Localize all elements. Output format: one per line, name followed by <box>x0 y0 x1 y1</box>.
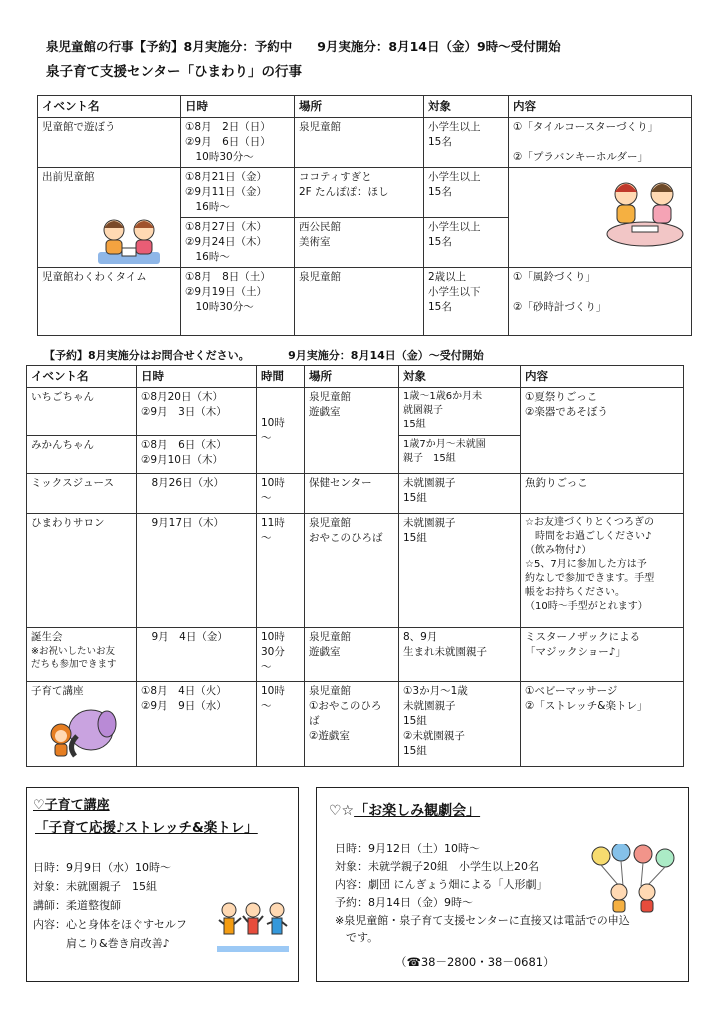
event-date: ①8月20日（木） ②9月 3日（木） <box>137 388 257 436</box>
event-name: 子育て講座 <box>31 685 84 697</box>
event-place: 西公民館 美術室 <box>295 218 424 268</box>
event-date: 9月 4日（金） <box>137 628 257 682</box>
event-target: 小学生以上 15名 <box>424 168 509 218</box>
event-target: 1歳7か月～未就園 親子 15組 <box>399 436 521 474</box>
kids-playing-illustration <box>94 212 164 268</box>
col-target: 対象 <box>399 366 521 388</box>
box-line: 日時：9月9日（水）10時～ <box>33 861 171 874</box>
event-target: 2歳以上 小学生以下 15名 <box>424 268 509 336</box>
event-name-note: ※お祝いしたいお友 だちも参加できます <box>31 646 117 670</box>
event-name: 児童館わくわくタイム <box>38 268 181 336</box>
event-time: 10時 ～ <box>257 682 305 767</box>
header-line-2: 泉子育て支援センター「ひまわり」の行事 <box>46 64 302 80</box>
box-line: 対象：未就園親子 15組 <box>33 880 157 893</box>
col-place: 場所 <box>305 366 399 388</box>
box-line: 内容：劇団 にんぎょう畑による「人形劇」 <box>335 878 548 891</box>
event-date: 8月26日（水） <box>137 474 257 514</box>
event-content: ①「風鈴づくり」 ②「砂時計づくり」 <box>509 268 692 336</box>
col-date: 日時 <box>181 96 295 118</box>
table-row <box>27 388 684 436</box>
table-jidoukan-events <box>37 95 692 336</box>
event-place: 泉児童館 ①おやこのひろ ば ②遊戯室 <box>305 682 399 767</box>
box-line: ※泉児童館・泉子育て支援センターに直接又は電話での申込 <box>335 914 630 927</box>
event-content: 魚釣りごっこ <box>521 474 684 514</box>
event-name: みかんちゃん <box>27 436 137 474</box>
event-target: 小学生以上 15名 <box>424 118 509 168</box>
event-target: 小学生以上 15名 <box>424 218 509 268</box>
box-title: ♡子育て講座 <box>33 798 110 813</box>
event-date: ①8月21日（金） ②9月11日（金） 16時～ <box>181 168 295 218</box>
elephant-monkey-illustration <box>47 700 117 762</box>
table-row <box>27 514 684 628</box>
event-date: ①8月27日（木） ②9月24日（木） 16時～ <box>181 218 295 268</box>
event-date: ①8月 4日（火） ②9月 9日（水） <box>137 682 257 767</box>
box-line: 内容：心と身体をほぐすセルフ <box>33 918 187 931</box>
stretching-people-illustration <box>215 898 291 954</box>
event-place: 泉児童館 遊戯室 <box>305 628 399 682</box>
event-content: ミスターノザックによる 「マジックショー♪」 <box>521 628 684 682</box>
table-row <box>27 682 684 767</box>
balloons-kids-illustration <box>589 844 677 914</box>
col-content: 内容 <box>509 96 692 118</box>
event-name: 児童館で遊ぼう <box>38 118 181 168</box>
subheader: 【予約】8月実施分はお問合せください。 9月実施分：8月14日（金）～受付開始 <box>44 349 484 362</box>
table-row <box>27 474 684 514</box>
event-target: 未就園親子 15組 <box>399 514 521 628</box>
phone-number: （☎38－2800・38－0681） <box>395 955 555 969</box>
event-content: ①夏祭りごっこ ②楽器であそぼう <box>521 388 684 474</box>
box-line: 肩こり&巻き肩改善♪ <box>33 937 170 950</box>
event-target: 1歳～1歳6か月未 就園親子 15組 <box>399 388 521 436</box>
event-place: 泉児童館 遊戯室 <box>305 388 399 474</box>
event-date: ①8月 6日（木） ②9月10日（木） <box>137 436 257 474</box>
header-line-1: 泉児童館の行事【予約】8月実施分：予約中 9月実施分：8月14日（金）9時～受付開始 <box>46 39 561 54</box>
box-title-prefix: ♡☆ <box>329 803 355 819</box>
theater-event-box <box>316 787 689 982</box>
event-target: ①3か月～1歳 未就園親子 15組 ②未就園親子 15組 <box>399 682 521 767</box>
parenting-lecture-box <box>26 787 299 982</box>
kids-crafting-illustration <box>604 172 686 252</box>
event-place: 泉児童館 <box>295 268 424 336</box>
table-row <box>38 168 692 218</box>
table-himawari-events <box>26 365 684 767</box>
box-title: 「お楽しみ観劇会」 <box>354 803 481 819</box>
col-event: イベント名 <box>38 96 181 118</box>
event-time: 10時 30分 ～ <box>257 628 305 682</box>
event-time: 10時 ～ <box>257 474 305 514</box>
event-time: 11時 ～ <box>257 514 305 628</box>
event-name: ミックスジュース <box>27 474 137 514</box>
event-date: ①8月 2日（日） ②9月 6日（日） 10時30分～ <box>181 118 295 168</box>
box-line: 日時：9月12日（土）10時～ <box>335 842 480 855</box>
box-line: です。 <box>335 931 379 944</box>
box-subtitle: 「子育て応援♪ストレッチ&楽トレ」 <box>35 820 258 836</box>
event-place: 泉児童館 <box>295 118 424 168</box>
event-content: ☆お友達づくりとくつろぎの 時間をお過ごしください♪ （飲み物付♪） ☆5、7月に参加した方は予 約なしで参加できます。手型 帳をお持ちください。 （10時～手型がとれます） <box>521 514 684 628</box>
event-target: 未就園親子 15組 <box>399 474 521 514</box>
event-content: ①ベビーマッサージ ②「ストレッチ&楽トレ」 <box>521 682 684 767</box>
col-target: 対象 <box>424 96 509 118</box>
event-name: 出前児童館 <box>42 171 95 183</box>
col-event: イベント名 <box>27 366 137 388</box>
table-row <box>38 268 692 336</box>
event-date: 9月17日（木） <box>137 514 257 628</box>
event-content: ①「タイルコースターづくり」 ②「プラバンキーホルダー」 <box>509 118 692 168</box>
col-content: 内容 <box>521 366 684 388</box>
event-name: ひまわりサロン <box>27 514 137 628</box>
box-line: 講師：柔道整復師 <box>33 899 121 912</box>
col-place: 場所 <box>295 96 424 118</box>
event-place: 泉児童館 おやこのひろば <box>305 514 399 628</box>
event-place: ココティすぎと 2F たんぽぽ：ほし <box>295 168 424 218</box>
box-line: 予約：8月14日（金）9時～ <box>335 896 473 909</box>
col-time: 時間 <box>257 366 305 388</box>
event-time: 10時 ～ <box>257 388 305 474</box>
table-row <box>27 628 684 682</box>
event-date: ①8月 8日（土） ②9月19日（土） 10時30分～ <box>181 268 295 336</box>
event-target: 8、9月 生まれ未就園親子 <box>399 628 521 682</box>
event-name: 誕生会 <box>31 631 63 643</box>
box-line: 対象：未就学親子20組 小学生以上20名 <box>335 860 539 873</box>
event-place: 保健センター <box>305 474 399 514</box>
event-name: いちごちゃん <box>27 388 137 436</box>
col-date: 日時 <box>137 366 257 388</box>
table-row <box>38 118 692 168</box>
